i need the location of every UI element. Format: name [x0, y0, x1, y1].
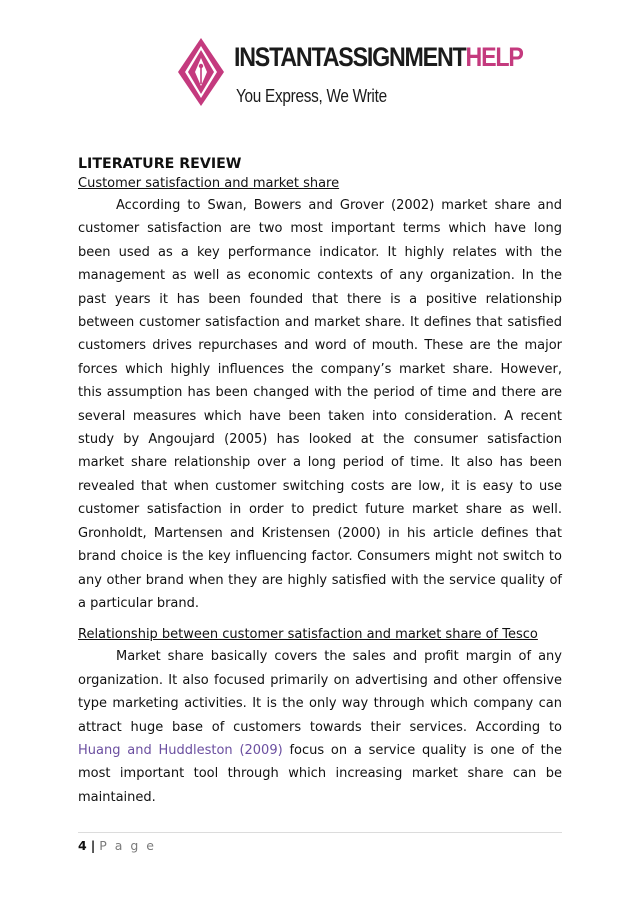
section-heading-customer-satisfaction: Customer satisfaction and market share — [78, 176, 340, 191]
section-heading-tesco: Relationship between customer satisfaction and market share of Tesco — [78, 627, 538, 643]
section-paragraph: According to Swan, Bowers and Grover (2002) market share and customer satisfaction are two most important terms which have long been used as a key performance indicator. It highly relates with the management as well as economic contexts of any organization. In the past years it has been founded that there is a positive relationship between customer satisfaction and market share. It defines that satisfied customers drives repurchases and word of mouth. These are the major forces which highly influences the company’s market share. However, this assumption has been changed with the period of time and there are several measures which have been taken into consideration. A recent study by Angoujard (2005) has looked at the consumer satisfaction market share relationship over a long period of time. It also has been revealed that when customer switching costs are low, it is easy to use customer satisfaction in order to predict future market share as well. Gronholdt, Martensen and Kristensen (2000) in his article defines that brand choice is the key influencing factor. Consumers might not switch to any other brand when they are highly satisfied with the service quality of a particular brand. — [78, 198, 562, 611]
section-paragraph-tesco: Market share basically covers the sales and profit margin of any organization. It also focused primarily on advertising and other offensive type marketing activities. It is the only way through which company can attract huge base of customers towards their services. According to Huang and Huddleston (2009) focus on a service quality is one of the most important tool through which increasing market share can be maintained. — [78, 649, 562, 805]
page-footer — [78, 838, 156, 853]
citation-link[interactable]: Huang and Huddleston (2009) — [78, 742, 283, 758]
brand-tagline: You Express, We Write — [236, 86, 387, 106]
brand-name: INSTANTASSIGNMENTHELP — [234, 42, 523, 72]
page-title: LITERATURE REVIEW — [78, 156, 242, 172]
page-number: 4 — [78, 838, 87, 853]
page-label: P a g e — [99, 838, 156, 853]
footer-divider — [78, 832, 562, 833]
pen-nib-diamond-icon — [176, 36, 226, 108]
document-body — [78, 154, 562, 809]
footer-separator: | — [90, 838, 96, 853]
brand-logo — [176, 32, 523, 116]
